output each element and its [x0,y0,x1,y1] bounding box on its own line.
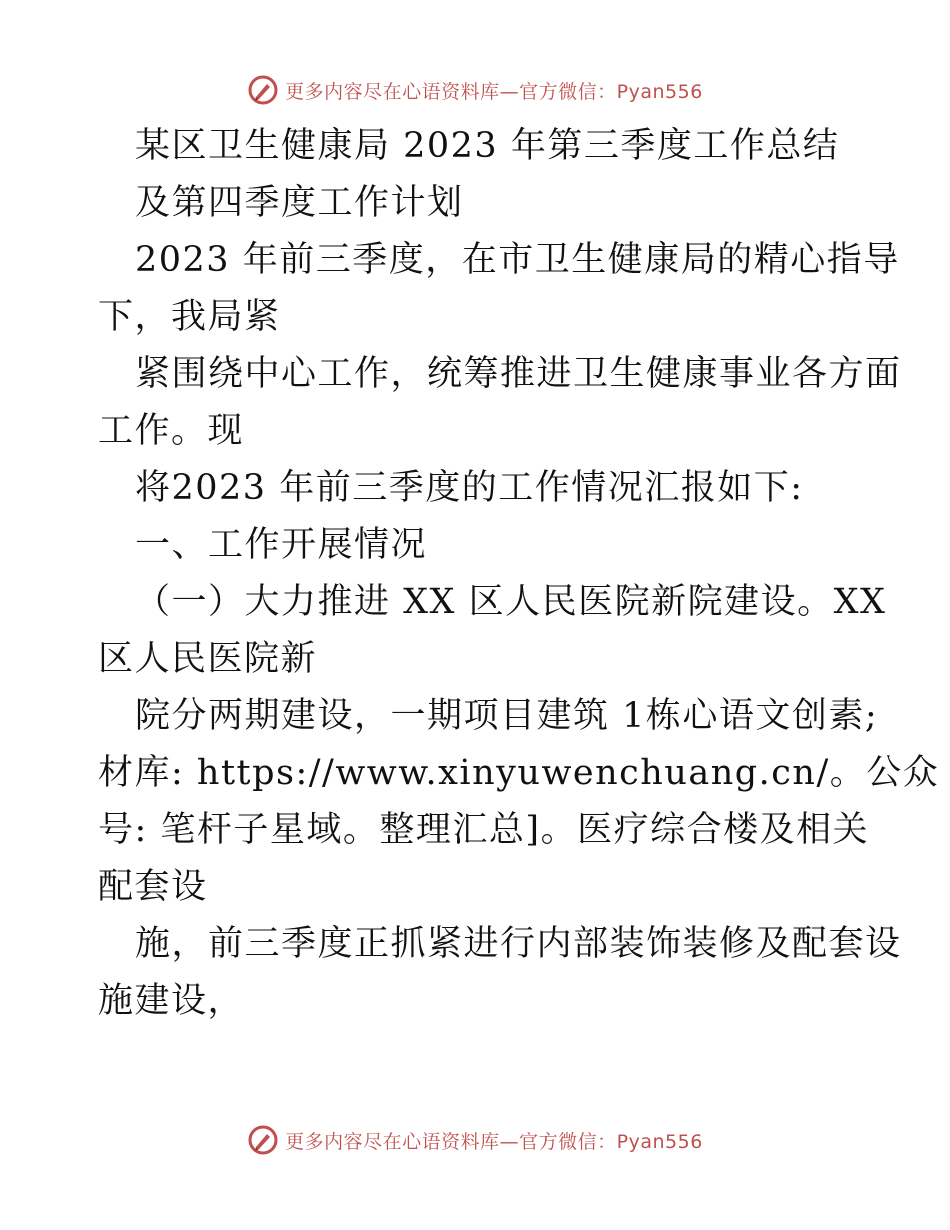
banner-wechat-text: 官方微信：Pyan556 [519,80,703,103]
banner-separator: — [499,80,520,103]
section-heading: 一、工作开展情况 [135,525,428,565]
footer-watermark-banner [0,1120,950,1160]
banner-wechat-text: 官方微信：Pyan556 [519,1130,703,1153]
paragraph-line: 施建设， [98,981,245,1021]
banner-main-text: 更多内容尽在心语资料库 [285,80,500,103]
paragraph-line: 将2023 年前三季度的工作情况汇报如下: [135,468,804,508]
document-body [98,118,940,1030]
paragraph-line: 材库: https://www.xinyuwenchuang.cn/。公众 [98,753,940,793]
paragraph-line: 2023 年前三季度，在市卫生健康局的精心指导 [135,240,900,280]
paragraph-line: 号: 笔杆子星域。整理汇总]。医疗综合楼及相关 [98,810,870,850]
banner-text [285,1127,703,1154]
banner-main-text: 更多内容尽在心语资料库 [285,1130,500,1153]
doc-title-line-1: 某区卫生健康局 2023 年第三季度工作总结 [135,126,840,166]
doc-title-line-2: 及第四季度工作计划 [135,183,464,223]
paragraph-line: 下，我局紧 [98,297,281,337]
pen-circle-logo-icon [247,74,279,106]
subsection-heading: （一）大力推进 XX 区人民医院新院建设。XX [135,582,887,622]
header-watermark-banner [0,70,950,110]
paragraph-line: 区人民医院新 [98,639,318,679]
banner-separator: — [499,1130,520,1153]
paragraph-line: 工作。现 [98,411,245,451]
paragraph-line: 紧围绕中心工作，统筹推进卫生健康事业各方面 [135,354,902,394]
paragraph-line: 院分两期建设，一期项目建筑 1栋心语文创素; [135,696,879,736]
banner-text [285,77,703,104]
paragraph-line: 配套设 [98,867,208,907]
paragraph-line: 施，前三季度正抓紧进行内部装饰装修及配套设 [135,924,902,964]
pen-circle-logo-icon [247,1124,279,1156]
